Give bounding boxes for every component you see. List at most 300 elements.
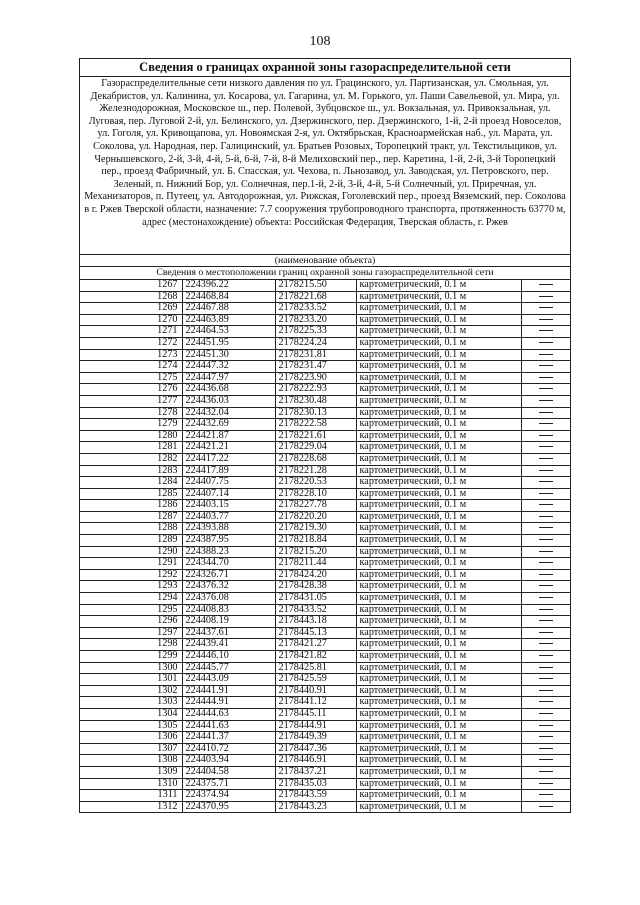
y-coordinate-cell: 2178443.59 <box>275 790 356 802</box>
x-coordinate-cell: 224374.94 <box>182 790 275 802</box>
method-cell: картометрический, 0.1 м <box>356 732 521 744</box>
table-row <box>80 453 570 465</box>
table-row <box>80 755 570 767</box>
dash-mark <box>539 794 553 795</box>
y-coordinate-cell: 2178446.91 <box>275 755 356 767</box>
x-coordinate-cell: 224410.72 <box>182 743 275 755</box>
x-coordinate-cell: 224326.71 <box>182 569 275 581</box>
point-number-cell: 1282 <box>80 453 182 465</box>
table-row <box>80 442 570 454</box>
point-number-cell: 1297 <box>80 627 182 639</box>
dash-mark <box>539 736 553 737</box>
table-row <box>80 407 570 419</box>
dash-mark <box>539 585 553 586</box>
table-row <box>80 674 570 686</box>
method-cell: картометрический, 0.1 м <box>356 372 521 384</box>
dash-mark <box>539 377 553 378</box>
x-coordinate-cell: 224436.68 <box>182 384 275 396</box>
table-row <box>80 801 570 812</box>
empty-value-cell <box>521 419 570 431</box>
table-row <box>80 732 570 744</box>
method-cell: картометрический, 0.1 м <box>356 755 521 767</box>
method-cell: картометрический, 0.1 м <box>356 291 521 303</box>
method-cell: картометрический, 0.1 м <box>356 743 521 755</box>
empty-value-cell <box>521 616 570 628</box>
point-number-cell: 1280 <box>80 430 182 442</box>
table-row <box>80 326 570 338</box>
y-coordinate-cell: 2178228.10 <box>275 488 356 500</box>
method-cell: картометрический, 0.1 м <box>356 535 521 547</box>
method-cell: картометрический, 0.1 м <box>356 546 521 558</box>
table-row <box>80 708 570 720</box>
x-coordinate-cell: 224451.95 <box>182 337 275 349</box>
empty-value-cell <box>521 778 570 790</box>
method-cell: картометрический, 0.1 м <box>356 778 521 790</box>
x-coordinate-cell: 224447.97 <box>182 372 275 384</box>
x-coordinate-cell: 224439.41 <box>182 639 275 651</box>
method-cell: картометрический, 0.1 м <box>356 674 521 686</box>
table-row <box>80 535 570 547</box>
x-coordinate-cell: 224408.19 <box>182 616 275 628</box>
point-number-cell: 1291 <box>80 558 182 570</box>
point-number-cell: 1310 <box>80 778 182 790</box>
point-number-cell: 1303 <box>80 697 182 709</box>
y-coordinate-cell: 2178444.91 <box>275 720 356 732</box>
table-row <box>80 662 570 674</box>
table-row <box>80 395 570 407</box>
empty-value-cell <box>521 372 570 384</box>
point-number-cell: 1300 <box>80 662 182 674</box>
empty-value-cell <box>521 755 570 767</box>
y-coordinate-cell: 2178443.23 <box>275 801 356 812</box>
dash-mark <box>539 423 553 424</box>
method-cell: картометрический, 0.1 м <box>356 280 521 291</box>
method-cell: картометрический, 0.1 м <box>356 790 521 802</box>
empty-value-cell <box>521 291 570 303</box>
point-number-cell: 1272 <box>80 337 182 349</box>
coordinates-table <box>80 280 570 812</box>
x-coordinate-cell: 224421.87 <box>182 430 275 442</box>
y-coordinate-cell: 2178230.13 <box>275 407 356 419</box>
y-coordinate-cell: 2178425.81 <box>275 662 356 674</box>
table-row <box>80 500 570 512</box>
y-coordinate-cell: 2178445.11 <box>275 708 356 720</box>
method-cell: картометрический, 0.1 м <box>356 523 521 535</box>
point-number-cell: 1290 <box>80 546 182 558</box>
table-row <box>80 616 570 628</box>
method-cell: картометрический, 0.1 м <box>356 384 521 396</box>
method-cell: картометрический, 0.1 м <box>356 697 521 709</box>
point-number-cell: 1288 <box>80 523 182 535</box>
table-row <box>80 511 570 523</box>
dash-mark <box>539 562 553 563</box>
y-coordinate-cell: 2178424.20 <box>275 569 356 581</box>
x-coordinate-cell: 224432.04 <box>182 407 275 419</box>
point-number-cell: 1274 <box>80 361 182 373</box>
table-row <box>80 697 570 709</box>
method-cell: картометрический, 0.1 м <box>356 337 521 349</box>
y-coordinate-cell: 2178428.38 <box>275 581 356 593</box>
dash-mark <box>539 597 553 598</box>
x-coordinate-cell: 224387.95 <box>182 535 275 547</box>
point-number-cell: 1276 <box>80 384 182 396</box>
dash-mark <box>539 458 553 459</box>
table-row <box>80 558 570 570</box>
table-row <box>80 361 570 373</box>
table-row <box>80 569 570 581</box>
method-cell: картометрический, 0.1 м <box>356 708 521 720</box>
point-number-cell: 1294 <box>80 593 182 605</box>
empty-value-cell <box>521 535 570 547</box>
dash-mark <box>539 365 553 366</box>
point-number-cell: 1308 <box>80 755 182 767</box>
table-row <box>80 303 570 315</box>
x-coordinate-cell: 224376.08 <box>182 593 275 605</box>
y-coordinate-cell: 2178425.59 <box>275 674 356 686</box>
method-cell: картометрический, 0.1 м <box>356 720 521 732</box>
method-cell: картометрический, 0.1 м <box>356 442 521 454</box>
dash-mark <box>539 307 553 308</box>
empty-value-cell <box>521 511 570 523</box>
point-number-cell: 1309 <box>80 766 182 778</box>
dash-mark <box>539 620 553 621</box>
table-row <box>80 477 570 489</box>
x-coordinate-cell: 224404.58 <box>182 766 275 778</box>
empty-value-cell <box>521 384 570 396</box>
x-coordinate-cell: 224403.77 <box>182 511 275 523</box>
point-number-cell: 1286 <box>80 500 182 512</box>
x-coordinate-cell: 224464.53 <box>182 326 275 338</box>
y-coordinate-cell: 2178220.53 <box>275 477 356 489</box>
x-coordinate-cell: 224444.63 <box>182 708 275 720</box>
empty-value-cell <box>521 604 570 616</box>
method-cell: картометрический, 0.1 м <box>356 766 521 778</box>
x-coordinate-cell: 224436.03 <box>182 395 275 407</box>
y-coordinate-cell: 2178435.03 <box>275 778 356 790</box>
point-number-cell: 1269 <box>80 303 182 315</box>
table-row <box>80 523 570 535</box>
y-coordinate-cell: 2178233.20 <box>275 314 356 326</box>
method-cell: картометрический, 0.1 м <box>356 558 521 570</box>
empty-value-cell <box>521 581 570 593</box>
x-coordinate-cell: 224467.88 <box>182 303 275 315</box>
method-cell: картометрический, 0.1 м <box>356 407 521 419</box>
method-cell: картометрический, 0.1 м <box>356 326 521 338</box>
point-number-cell: 1305 <box>80 720 182 732</box>
y-coordinate-cell: 2178433.52 <box>275 604 356 616</box>
point-number-cell: 1298 <box>80 639 182 651</box>
x-coordinate-cell: 224451.30 <box>182 349 275 361</box>
x-coordinate-cell: 224403.15 <box>182 500 275 512</box>
y-coordinate-cell: 2178227.78 <box>275 500 356 512</box>
method-cell: картометрический, 0.1 м <box>356 430 521 442</box>
y-coordinate-cell: 2178229.04 <box>275 442 356 454</box>
y-coordinate-cell: 2178231.81 <box>275 349 356 361</box>
y-coordinate-cell: 2178445.13 <box>275 627 356 639</box>
empty-value-cell <box>521 430 570 442</box>
empty-value-cell <box>521 558 570 570</box>
empty-value-cell <box>521 546 570 558</box>
table-row <box>80 581 570 593</box>
empty-value-cell <box>521 465 570 477</box>
point-number-cell: 1312 <box>80 801 182 812</box>
dash-mark <box>539 330 553 331</box>
x-coordinate-cell: 224403.94 <box>182 755 275 767</box>
empty-value-cell <box>521 685 570 697</box>
table-row <box>80 314 570 326</box>
y-coordinate-cell: 2178211.44 <box>275 558 356 570</box>
method-cell: картометрический, 0.1 м <box>356 314 521 326</box>
table-row <box>80 651 570 663</box>
method-cell: картометрический, 0.1 м <box>356 685 521 697</box>
empty-value-cell <box>521 500 570 512</box>
method-cell: картометрический, 0.1 м <box>356 303 521 315</box>
empty-value-cell <box>521 395 570 407</box>
empty-value-cell <box>521 442 570 454</box>
y-coordinate-cell: 2178221.61 <box>275 430 356 442</box>
x-coordinate-cell: 224446.10 <box>182 651 275 663</box>
point-number-cell: 1302 <box>80 685 182 697</box>
y-coordinate-cell: 2178225.33 <box>275 326 356 338</box>
point-number-cell: 1285 <box>80 488 182 500</box>
empty-value-cell <box>521 453 570 465</box>
dash-mark <box>539 296 553 297</box>
x-coordinate-cell: 224417.22 <box>182 453 275 465</box>
x-coordinate-cell: 224407.14 <box>182 488 275 500</box>
empty-value-cell <box>521 477 570 489</box>
empty-value-cell <box>521 732 570 744</box>
x-coordinate-cell: 224370.95 <box>182 801 275 812</box>
x-coordinate-cell: 224375.71 <box>182 778 275 790</box>
dash-mark <box>539 643 553 644</box>
method-cell: картометрический, 0.1 м <box>356 465 521 477</box>
y-coordinate-cell: 2178449.39 <box>275 732 356 744</box>
point-number-cell: 1306 <box>80 732 182 744</box>
x-coordinate-cell: 224444.91 <box>182 697 275 709</box>
table-row <box>80 790 570 802</box>
section-caption: Сведения о местоположении границ охранной зоны газораспределительной сети <box>80 267 570 280</box>
x-coordinate-cell: 224388.23 <box>182 546 275 558</box>
dash-mark <box>539 701 553 702</box>
table-row <box>80 778 570 790</box>
method-cell: картометрический, 0.1 м <box>356 349 521 361</box>
table-row <box>80 743 570 755</box>
dash-mark <box>539 539 553 540</box>
x-coordinate-cell: 224393.88 <box>182 523 275 535</box>
empty-value-cell <box>521 569 570 581</box>
point-number-cell: 1268 <box>80 291 182 303</box>
table-row <box>80 372 570 384</box>
empty-value-cell <box>521 593 570 605</box>
point-number-cell: 1283 <box>80 465 182 477</box>
table-row <box>80 720 570 732</box>
point-number-cell: 1284 <box>80 477 182 489</box>
x-coordinate-cell: 224468.84 <box>182 291 275 303</box>
method-cell: картометрический, 0.1 м <box>356 627 521 639</box>
method-cell: картометрический, 0.1 м <box>356 453 521 465</box>
dash-mark <box>539 388 553 389</box>
y-coordinate-cell: 2178223.90 <box>275 372 356 384</box>
empty-value-cell <box>521 627 570 639</box>
table-row <box>80 488 570 500</box>
method-cell: картометрический, 0.1 м <box>356 569 521 581</box>
dash-mark <box>539 527 553 528</box>
empty-value-cell <box>521 361 570 373</box>
table-row <box>80 766 570 778</box>
table-row <box>80 685 570 697</box>
x-coordinate-cell: 224344.70 <box>182 558 275 570</box>
table-row <box>80 337 570 349</box>
empty-value-cell <box>521 303 570 315</box>
x-coordinate-cell: 224445.77 <box>182 662 275 674</box>
empty-value-cell <box>521 651 570 663</box>
method-cell: картометрический, 0.1 м <box>356 488 521 500</box>
point-number-cell: 1270 <box>80 314 182 326</box>
point-number-cell: 1295 <box>80 604 182 616</box>
method-cell: картометрический, 0.1 м <box>356 581 521 593</box>
y-coordinate-cell: 2178215.20 <box>275 546 356 558</box>
y-coordinate-cell: 2178218.84 <box>275 535 356 547</box>
dash-mark <box>539 470 553 471</box>
dash-mark <box>539 446 553 447</box>
method-cell: картометрический, 0.1 м <box>356 639 521 651</box>
y-coordinate-cell: 2178230.48 <box>275 395 356 407</box>
table-row <box>80 593 570 605</box>
dash-mark <box>539 551 553 552</box>
x-coordinate-cell: 224441.63 <box>182 720 275 732</box>
y-coordinate-cell: 2178220.20 <box>275 511 356 523</box>
x-coordinate-cell: 224417.89 <box>182 465 275 477</box>
empty-value-cell <box>521 523 570 535</box>
x-coordinate-cell: 224437.61 <box>182 627 275 639</box>
y-coordinate-cell: 2178443.18 <box>275 616 356 628</box>
point-number-cell: 1271 <box>80 326 182 338</box>
y-coordinate-cell: 2178221.68 <box>275 291 356 303</box>
table-row <box>80 419 570 431</box>
method-cell: картометрический, 0.1 м <box>356 500 521 512</box>
x-coordinate-cell: 224441.37 <box>182 732 275 744</box>
table-row <box>80 546 570 558</box>
point-number-cell: 1311 <box>80 790 182 802</box>
empty-value-cell <box>521 407 570 419</box>
point-number-cell: 1281 <box>80 442 182 454</box>
table-row <box>80 430 570 442</box>
dash-mark <box>539 690 553 691</box>
x-coordinate-cell: 224407.75 <box>182 477 275 489</box>
table-row <box>80 604 570 616</box>
method-cell: картометрический, 0.1 м <box>356 604 521 616</box>
y-coordinate-cell: 2178440.91 <box>275 685 356 697</box>
method-cell: картометрический, 0.1 м <box>356 801 521 812</box>
x-coordinate-cell: 224432.69 <box>182 419 275 431</box>
dash-mark <box>539 493 553 494</box>
point-number-cell: 1292 <box>80 569 182 581</box>
dash-mark <box>539 400 553 401</box>
table-row <box>80 349 570 361</box>
empty-value-cell <box>521 708 570 720</box>
point-number-cell: 1267 <box>80 280 182 291</box>
empty-value-cell <box>521 801 570 812</box>
empty-value-cell <box>521 349 570 361</box>
dash-mark <box>539 481 553 482</box>
y-coordinate-cell: 2178222.93 <box>275 384 356 396</box>
x-coordinate-cell: 224463.89 <box>182 314 275 326</box>
dash-mark <box>539 783 553 784</box>
dash-mark <box>539 516 553 517</box>
y-coordinate-cell: 2178224.24 <box>275 337 356 349</box>
x-coordinate-cell: 224408.83 <box>182 604 275 616</box>
y-coordinate-cell: 2178228.68 <box>275 453 356 465</box>
empty-value-cell <box>521 280 570 291</box>
x-coordinate-cell: 224421.21 <box>182 442 275 454</box>
dash-mark <box>539 632 553 633</box>
object-description: Газораспределительные сети низкого давления по ул. Грацинского, ул. Партизанская, ул. Смольная, ул. Декабристов, ул. Калинина, ул. Косарова, ул. Гагарина, ул. М. Горького, ул. Паши Савельевой, ул. Мира, ул. Железнодорожная, Московское ш., пер. Полевой, Зубцовское ш., ул. Вокзальная, ул. Привокзальная, ул. Луговая, пер. Луговой 2-й, ул. Белинского, ул. Дзержинского, пер. Дзержинского, 1-й, 2-й проезд Новоселов, ул. Гоголя, ул. Кривощапова, ул. Новоямская 2-я, ул. Октябрьская, Красноармейская наб., ул. Марата, ул. Соколова, ул. Народная, пер. Галицинский, ул. Братьев Розовых, Торопецкий тракт, ул. Текстильщиков, ул. Чернышевского, 2-й, 3-й, 4-й, 5-й, 6-й, 7-й, 8-й Мелиховский пер., пер. Каретина, 1-й, 2-й, 3-й Торопецкий пер., проезд Фабричный, ул. Б. Спасская, ул. Чехова, п. Льнозавод, ул. Заводская, ул. Петровского, пер. Зеленый, п. Нижний Бор, ул. Солнечная, пер.1-й, 2-й, 3-й, 4-й, 5-й Солнечный, ул. Приречная, ул. Механизаторов, п. Путеец, ул. Автодорожная, ул. Рижская, Гоголевский пер., проезд Вяземский, пер. Соколова в г. Ржев Тверской области, назначение: 7.7 сооружения трубопроводного транспорта, протяженность 63770 м, адрес (местонахождение) объекта: Российская Федерация, Тверская область, г. Ржев <box>80 77 570 255</box>
method-cell: картометрический, 0.1 м <box>356 662 521 674</box>
table-row <box>80 627 570 639</box>
dash-mark <box>539 713 553 714</box>
dash-mark <box>539 504 553 505</box>
method-cell: картометрический, 0.1 м <box>356 419 521 431</box>
empty-value-cell <box>521 697 570 709</box>
method-cell: картометрический, 0.1 м <box>356 616 521 628</box>
empty-value-cell <box>521 488 570 500</box>
dash-mark <box>539 655 553 656</box>
table-row <box>80 639 570 651</box>
point-number-cell: 1277 <box>80 395 182 407</box>
point-number-cell: 1304 <box>80 708 182 720</box>
y-coordinate-cell: 2178233.52 <box>275 303 356 315</box>
dash-mark <box>539 725 553 726</box>
dash-mark <box>539 342 553 343</box>
x-coordinate-cell: 224396.22 <box>182 280 275 291</box>
y-coordinate-cell: 2178221.28 <box>275 465 356 477</box>
dash-mark <box>539 574 553 575</box>
empty-value-cell <box>521 326 570 338</box>
point-number-cell: 1279 <box>80 419 182 431</box>
dash-mark <box>539 667 553 668</box>
empty-value-cell <box>521 766 570 778</box>
empty-value-cell <box>521 337 570 349</box>
x-coordinate-cell: 224441.91 <box>182 685 275 697</box>
empty-value-cell <box>521 314 570 326</box>
empty-value-cell <box>521 720 570 732</box>
y-coordinate-cell: 2178231.47 <box>275 361 356 373</box>
dash-mark <box>539 678 553 679</box>
y-coordinate-cell: 2178219.30 <box>275 523 356 535</box>
y-coordinate-cell: 2178421.82 <box>275 651 356 663</box>
method-cell: картометрический, 0.1 м <box>356 395 521 407</box>
dash-mark <box>539 806 553 807</box>
dash-mark <box>539 771 553 772</box>
point-number-cell: 1299 <box>80 651 182 663</box>
point-number-cell: 1301 <box>80 674 182 686</box>
empty-value-cell <box>521 790 570 802</box>
y-coordinate-cell: 2178421.27 <box>275 639 356 651</box>
dash-mark <box>539 284 553 285</box>
point-number-cell: 1296 <box>80 616 182 628</box>
method-cell: картометрический, 0.1 м <box>356 593 521 605</box>
method-cell: картометрический, 0.1 м <box>356 477 521 489</box>
point-number-cell: 1278 <box>80 407 182 419</box>
y-coordinate-cell: 2178447.36 <box>275 743 356 755</box>
table-row <box>80 384 570 396</box>
dash-mark <box>539 759 553 760</box>
object-name-caption: (наименование объекта) <box>80 255 570 267</box>
method-cell: картометрический, 0.1 м <box>356 651 521 663</box>
method-cell: картометрический, 0.1 м <box>356 511 521 523</box>
method-cell: картометрический, 0.1 м <box>356 361 521 373</box>
dash-mark <box>539 412 553 413</box>
